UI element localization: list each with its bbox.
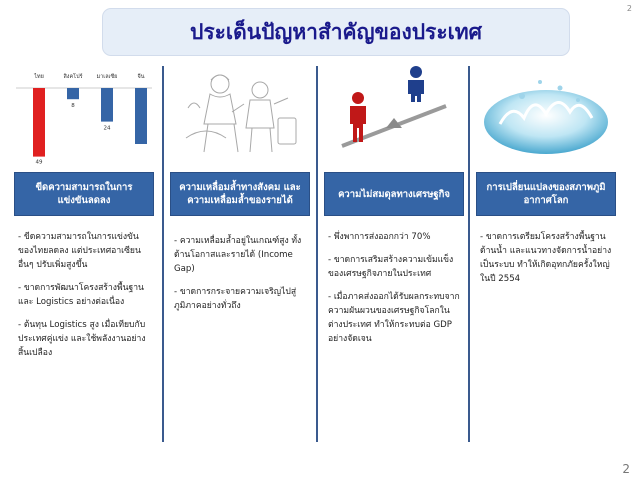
chart-data-label: 8 bbox=[71, 103, 75, 110]
seesaw-people-icon bbox=[324, 66, 464, 162]
bullet-item: - ขาดการกระจายความเจริญไปสู่ภูมิภาคอย่างทั่วถึง bbox=[174, 287, 297, 311]
chart-data-label: 49 bbox=[35, 159, 43, 166]
column-body bbox=[170, 216, 310, 313]
chart-bar bbox=[101, 88, 113, 122]
title-banner bbox=[102, 8, 570, 56]
bullet-item: - ความเหลื่อมล้ำอยู่ในเกณฑ์สูง ทั้งด้านโอกาสและรายได้ (Income Gap) bbox=[174, 236, 302, 274]
column-body bbox=[324, 216, 464, 346]
bullet-item: - ขาดการเตรียมโครงสร้างพื้นฐานด้านน้ำ และแนวทางจัดการน้ำอย่างเป็นระบบ ทำให้เกิดอุทกภัยครั้งใหญ่ในปี 2554 bbox=[480, 232, 612, 284]
chart-bar bbox=[135, 88, 147, 144]
chart-category-label: จีน bbox=[137, 74, 145, 80]
chart-bar bbox=[33, 88, 45, 157]
bullet-item: - ขาดการพัฒนาโครงสร้างพื้นฐานและ Logistics อย่างต่อเนื่อง bbox=[18, 283, 144, 307]
bullet-item: - พึ่งพาการส่งออกกว่า 70% bbox=[328, 232, 431, 242]
column-divider-2 bbox=[316, 66, 318, 442]
bullet-item: - ขีดความสามารถในการแข่งขันของไทยลดลง แต่ประเทศอาเซียนอื่นๆ ปรับเพิ่มสูงขึ้น bbox=[18, 232, 141, 270]
bullet-item: - ต้นทุน Logistics สูง เมื่อเทียบกับประเทศคู่แข่ง และใช้พลังงานอย่างสิ้นเปลือง bbox=[18, 320, 146, 358]
bar-chart bbox=[14, 66, 154, 166]
column-body bbox=[14, 216, 154, 360]
column-heading: ขีดความสามารถในการแข่งขันลดลง bbox=[14, 172, 154, 216]
bullet-item: - ขาดการเสริมสร้างความเข้มแข็งของเศรษฐกิจภายในประเทศ bbox=[328, 255, 454, 279]
column-competitiveness bbox=[14, 66, 154, 369]
column-heading: ความไม่สมดุลทางเศรษฐกิจ bbox=[324, 172, 464, 216]
column-body bbox=[476, 216, 616, 286]
column-inequality bbox=[170, 66, 310, 322]
column-divider-1 bbox=[162, 66, 164, 442]
page-number-bottom: 2 bbox=[622, 462, 630, 476]
chart-data-label: 24 bbox=[103, 125, 111, 132]
water-splash-icon bbox=[482, 66, 610, 158]
page-number-top: 2 bbox=[626, 4, 632, 13]
column-climate-change bbox=[476, 66, 616, 295]
chart-category-label: ไทย bbox=[34, 74, 44, 80]
people-sketch-icon bbox=[178, 68, 304, 160]
inequality-illustration bbox=[170, 66, 310, 162]
chart-category-label: สิงคโปร์ bbox=[63, 74, 83, 80]
climate-illustration bbox=[476, 66, 616, 162]
column-heading: การเปลี่ยนแปลงของสภาพภูมิอากาศโลก bbox=[476, 172, 616, 216]
page-title: ประเด็นปัญหาสำคัญของประเทศ bbox=[190, 19, 482, 44]
chart-bar bbox=[67, 88, 79, 99]
column-economic-imbalance bbox=[324, 66, 464, 355]
chart-category-label: มาเลเซีย bbox=[96, 74, 118, 80]
bullet-item: - เมื่อภาคส่งออกได้รับผลกระทบจากความผันผวนของเศรษฐกิจโลกในต่างประเทศ ทำให้กระทบต่อ GDP อย่างจัดเจน bbox=[328, 292, 460, 344]
competitiveness-chart bbox=[14, 66, 154, 166]
column-heading: ความเหลื่อมล้ำทางสังคม และ ความเหลื่อมล้ำของรายได้ bbox=[170, 172, 310, 216]
column-divider-3 bbox=[468, 66, 470, 442]
imbalance-illustration bbox=[324, 66, 464, 162]
